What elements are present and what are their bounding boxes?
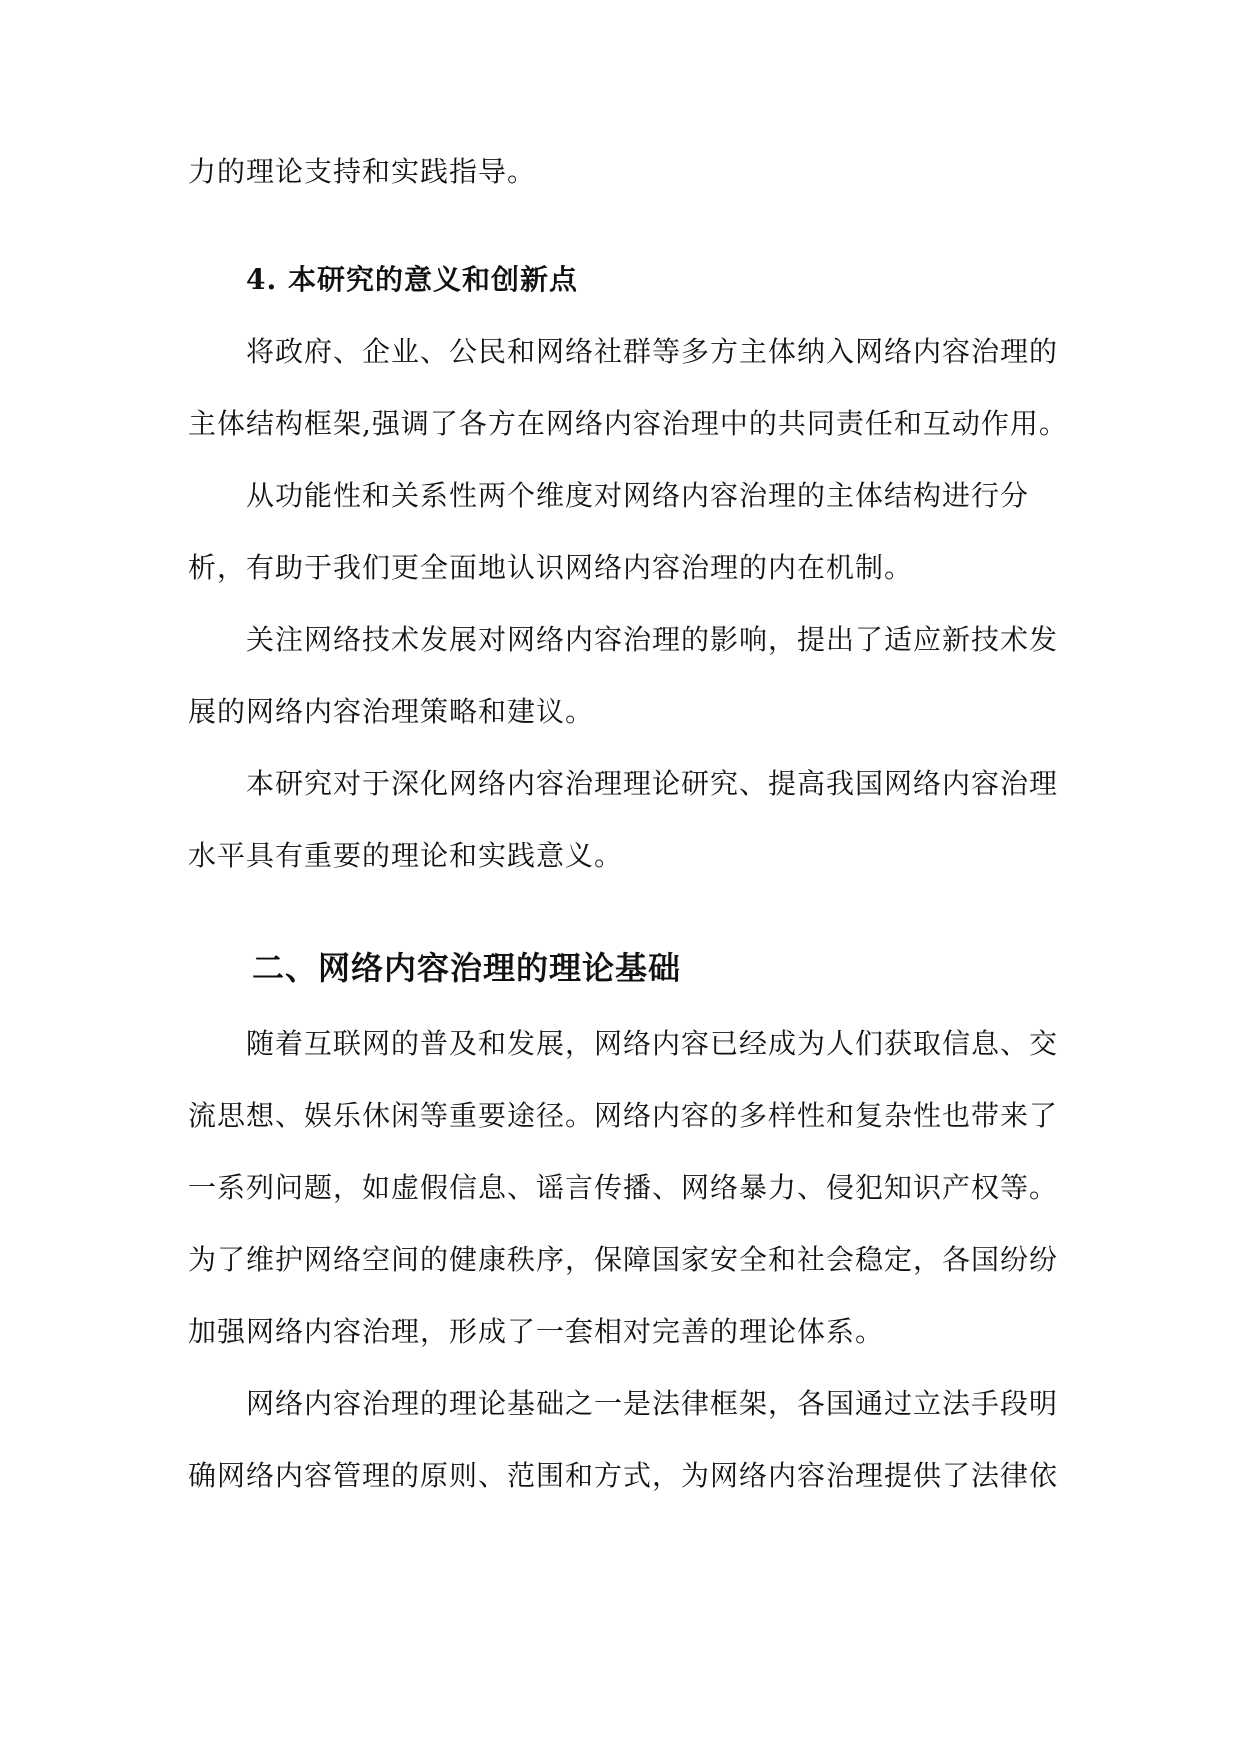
paragraph-line: 随着互联网的普及和发展，网络内容已经成为人们获取信息、交 (246, 1027, 1059, 1060)
paragraph-line: 力的理论支持和实践指导。 (188, 155, 537, 188)
paragraph-line: 确网络内容管理的原则、范围和方式，为网络内容治理提供了法律依 (188, 1459, 1059, 1492)
paragraph-line: 展的网络内容治理策略和建议。 (188, 695, 595, 728)
paragraph-line: 将政府、企业、公民和网络社群等多方主体纳入网络内容治理的 (246, 335, 1059, 368)
paragraph-line: 一系列问题，如虚假信息、谣言传播、网络暴力、侵犯知识产权等。 (188, 1171, 1059, 1204)
paragraph-line: 水平具有重要的理论和实践意义。 (188, 839, 624, 872)
section-heading-4: 4. 本研究的意义和创新点 (246, 263, 578, 296)
paragraph-line: 为了维护网络空间的健康秩序，保障国家安全和社会稳定，各国纷纷 (188, 1243, 1059, 1276)
paragraph-line: 析，有助于我们更全面地认识网络内容治理的内在机制。 (188, 551, 914, 584)
paragraph-line: 主体结构框架,强调了各方在网络内容治理中的共同责任和互动作用。 (188, 407, 1068, 440)
paragraph-line: 本研究对于深化网络内容治理理论研究、提高我国网络内容治理 (246, 767, 1059, 800)
paragraph-line: 从功能性和关系性两个维度对网络内容治理的主体结构进行分 (246, 479, 1030, 512)
paragraph-line: 网络内容治理的理论基础之一是法律框架，各国通过立法手段明 (246, 1387, 1059, 1420)
paragraph-line: 关注网络技术发展对网络内容治理的影响，提出了适应新技术发 (246, 623, 1059, 656)
chapter-heading: 二、网络内容治理的理论基础 (252, 949, 682, 987)
paragraph-line: 加强网络内容治理，形成了一套相对完善的理论体系。 (188, 1315, 885, 1348)
paragraph-line: 流思想、娱乐休闲等重要途径。网络内容的多样性和复杂性也带来了 (188, 1099, 1059, 1132)
